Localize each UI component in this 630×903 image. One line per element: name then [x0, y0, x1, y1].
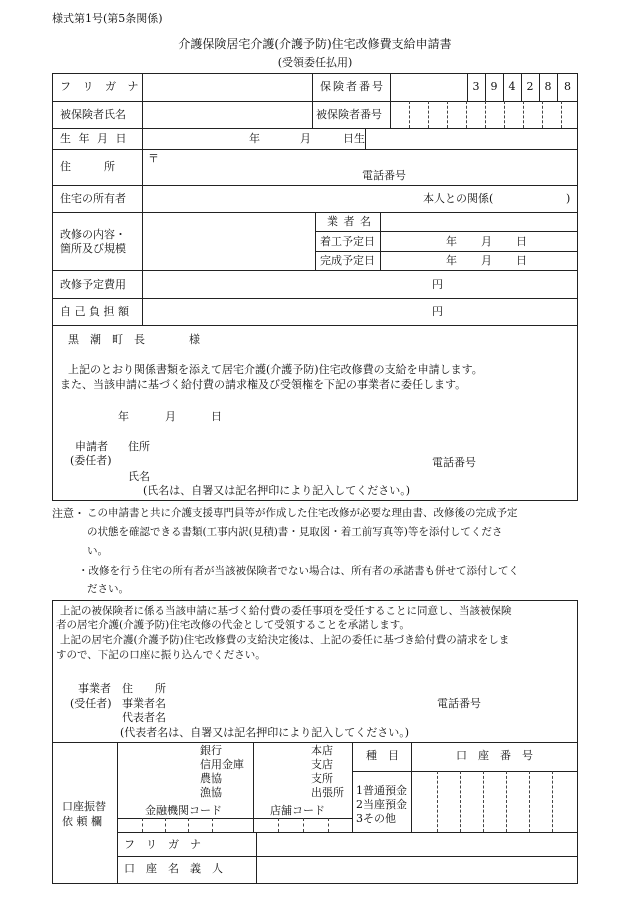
insured-name-label: 被保険者氏名	[60, 108, 126, 121]
bank-code-label: 金融機関コード	[145, 804, 222, 817]
signature-note: (氏名は、自署又は記名押印により記入してください。)	[143, 484, 411, 497]
end-year: 年	[446, 254, 457, 267]
applicant-label: 申請者	[75, 440, 108, 453]
insured-number-label: 被保険者番号	[316, 108, 382, 121]
bank-option-shinkin: 信用金庫	[200, 758, 244, 771]
bank-option-gyokyo: 漁協	[200, 786, 222, 799]
consent-line-4: すので、下記の口座に振り込んでください。	[56, 649, 266, 661]
insurer-number-label: 保険者番号	[320, 80, 385, 93]
cost-yen: 円	[432, 278, 443, 291]
form-subtitle: (受領委任払用)	[277, 56, 353, 69]
relation-label: 本人との関係(	[423, 192, 494, 205]
branch-code-label: 店舗コード	[270, 804, 325, 817]
applicant-address-label: 住所	[128, 440, 150, 453]
date-year: 年	[118, 410, 129, 423]
business-phone-label: 電話番号	[437, 697, 481, 710]
owner-label: 住宅の所有者	[60, 192, 126, 205]
mayor-addressee: 黒 潮 町 長 様	[68, 333, 200, 346]
business-label: 事業者	[78, 682, 111, 695]
application-body-2: また、当該申請に基づく給付費の請求権及び受領権を下記の事業者に委任します。	[60, 378, 467, 391]
relation-close: )	[566, 192, 571, 205]
account-type-2: 2当座預金	[356, 798, 407, 811]
account-type-3: 3その他	[356, 812, 396, 825]
date-day: 日	[211, 410, 222, 423]
self-pay-yen: 円	[432, 305, 443, 318]
account-type-1: 1普通預金	[356, 784, 407, 797]
self-pay-label: 自 己 負 担 額	[60, 305, 129, 318]
note-1-line-1: この申請書と共に介護支援専門員等が作成した住宅改修が必要な理由書、改修後の完成予定	[87, 507, 518, 519]
contractor-label: 業 者 名	[327, 215, 372, 228]
application-body-1: 上記のとおり関係書類を添えて居宅介護(介護予防)住宅改修費の支給を申請します。	[68, 363, 483, 376]
note-2-line-2: ださい。	[87, 583, 129, 595]
representative-note: (代表者名は、自署又は記名押印により記入してください。)	[120, 726, 410, 739]
business-address-label: 住 所	[122, 682, 166, 695]
phone-label: 電話番号	[362, 169, 406, 182]
birthdate-label: 生 年 月 日	[60, 132, 129, 145]
cost-label: 改修予定費用	[60, 278, 126, 291]
applicant-name-label: 氏名	[128, 470, 150, 483]
consent-line-2: 者の居宅介護(介護予防)住宅改修の代金として受領することを承諾します。	[56, 619, 410, 631]
form-number: 様式第1号(第5条関係)	[52, 12, 163, 25]
bank-option-ginko: 銀行	[200, 744, 222, 757]
insurer-digit: 4	[508, 80, 516, 93]
branch-option-shisho: 支所	[311, 772, 333, 785]
furigana-label: フ リ ガ ナ	[60, 80, 143, 93]
birth-year: 年	[249, 132, 260, 145]
date-month: 月	[165, 410, 176, 423]
start-day: 日	[516, 235, 527, 248]
bank-option-nokyo: 農協	[200, 772, 222, 785]
account-holder-label: 口 座 名 義 人	[124, 862, 223, 875]
holder-furigana-label: フ リ ガ ナ	[124, 838, 201, 851]
postal-mark: 〒	[148, 152, 159, 165]
address-label: 住 所	[60, 160, 115, 173]
note-1-line-3: い。	[87, 545, 108, 557]
consent-line-1: 上記の被保険者に係る当該申請に基づく給付費の委任事項を受任することに同意し、当該被保険	[60, 605, 512, 617]
applicant-phone-label: 電話番号	[432, 456, 476, 469]
start-date-label: 着工予定日	[320, 235, 375, 248]
note-prefix: 注意・	[52, 507, 85, 520]
start-month: 月	[481, 235, 492, 248]
start-year: 年	[446, 235, 457, 248]
insurer-digit: 8	[544, 80, 552, 93]
representative-label: 代表者名	[122, 711, 166, 724]
end-day: 日	[516, 254, 527, 267]
account-type-label: 種 目	[366, 749, 399, 762]
end-month: 月	[481, 254, 492, 267]
birth-month: 月	[300, 132, 311, 145]
application-table	[52, 73, 578, 501]
account-number-label: 口 座 番 号	[456, 749, 533, 762]
branch-option-shutchojo: 出張所	[311, 786, 344, 799]
delegator-label: (委任者)	[70, 454, 112, 467]
renovation-label-1: 改修の内容・	[60, 228, 126, 241]
birth-day: 日生	[343, 132, 365, 145]
note-2-line-1: ・改修を行う住宅の所有者が当該被保険者でない場合は、所有者の承諾書も併せて添付してく	[78, 565, 519, 577]
branch-option-honten: 本店	[311, 744, 333, 757]
insurer-digit: 3	[472, 80, 480, 93]
transfer-label-1: 口座振替	[62, 800, 106, 813]
business-name-label: 事業者名	[122, 697, 166, 710]
branch-option-shiten: 支店	[311, 758, 333, 771]
renovation-label-2: 箇所及び規模	[60, 242, 126, 255]
insurer-digit: 2	[526, 80, 534, 93]
insurer-digit: 9	[490, 80, 498, 93]
trustee-label: (受任者)	[70, 697, 112, 710]
note-1-line-2: の状態を確認できる書類(工事内訳(見積)書・見取図・着工前写真等)等を添付してくださ	[87, 526, 503, 538]
consent-line-3: 上記の居宅介護(介護予防)住宅改修費の支給決定後は、上記の委任に基づき給付費の請求をしま	[60, 634, 510, 646]
form-title: 介護保険居宅介護(介護予防)住宅改修費支給申請書	[178, 37, 452, 51]
insurer-digit: 8	[564, 80, 571, 93]
transfer-label-2: 依 頼 欄	[62, 815, 102, 828]
end-date-label: 完成予定日	[320, 254, 375, 267]
